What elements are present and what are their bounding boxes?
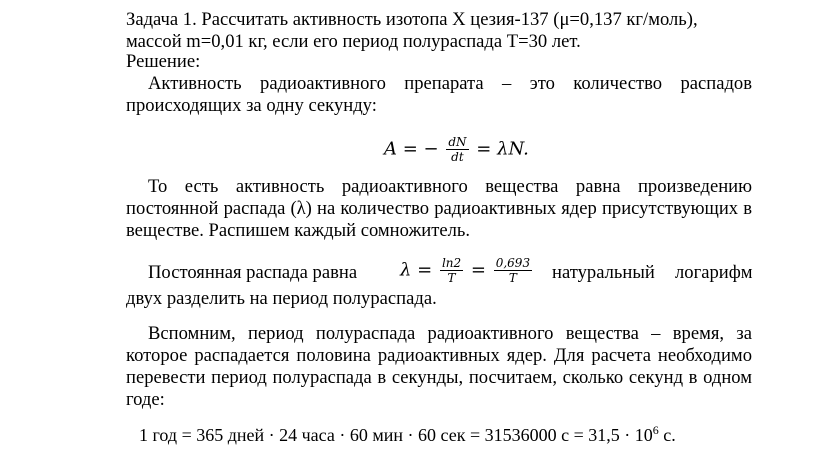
formula-ln2-fraction — [440, 256, 463, 285]
para4-line-1: Вспомним, период полураспада радиоактивного вещества – время, за — [148, 323, 752, 344]
para4-line-4: годе: — [126, 389, 165, 410]
para2-line-2: постоянной распада (λ) на количество радиоактивных ядер присутствующих в — [126, 198, 752, 219]
decay-constant-formula — [400, 256, 534, 285]
para3-lead: Постоянная распада равна — [148, 262, 358, 283]
para2-line-3: веществе. Распишем каждый сомножитель. — [126, 220, 471, 241]
task-line-2: массой m=0,01 кг, если его период полураспада T=30 лет. — [126, 31, 581, 52]
activity-formula — [384, 135, 529, 164]
para1-line-1: Активность радиоактивного препарата – это количество распадов — [148, 73, 752, 94]
ln2-numerator: ln2 — [441, 256, 462, 270]
seconds-per-year-formula — [139, 424, 676, 446]
para3-tail-word-1: натуральный — [552, 262, 655, 283]
para3-tail-word-2: логарифм — [675, 262, 753, 283]
formula1-lhs: A = − — [384, 138, 439, 160]
formula1-rhs: = λN. — [476, 138, 529, 160]
formula2-exponent: 6 — [652, 423, 659, 437]
value-denominator: T — [508, 271, 517, 285]
task-line-1: Задача 1. Рассчитать активность изотопа X цезия-137 (μ=0,137 кг/моль), — [126, 9, 698, 30]
formula1-numerator: dN — [448, 135, 467, 149]
formula2-tail: с. — [658, 425, 676, 445]
solution-label: Решение: — [126, 51, 201, 72]
para3-line-2: двух разделить на период полураспада. — [126, 288, 437, 309]
formula-lambda: λ = — [400, 259, 433, 281]
ln2-denominator: T — [447, 271, 456, 285]
formula1-denominator: dt — [451, 150, 464, 164]
formula-equals: = — [470, 259, 486, 281]
para2-line-1: То есть активность радиоактивного вещества равна произведению — [148, 176, 752, 197]
para4-line-2: которое распадается половина радиоактивных ядер. Для расчета необходимо — [126, 345, 752, 366]
formula1-fraction — [446, 135, 468, 164]
para4-line-3: перевести период полураспада в секунды, посчитаем, сколько секунд в одном — [126, 367, 752, 388]
formula-0693-fraction — [494, 256, 532, 285]
value-numerator: 0,693 — [495, 256, 531, 270]
formula2-text: 1 год = 365 дней · 24 часа · 60 мин · 60 сек = 31536000 с = 31,5 · 10 — [139, 425, 653, 445]
para1-line-2: происходящих за одну секунду: — [126, 95, 377, 116]
